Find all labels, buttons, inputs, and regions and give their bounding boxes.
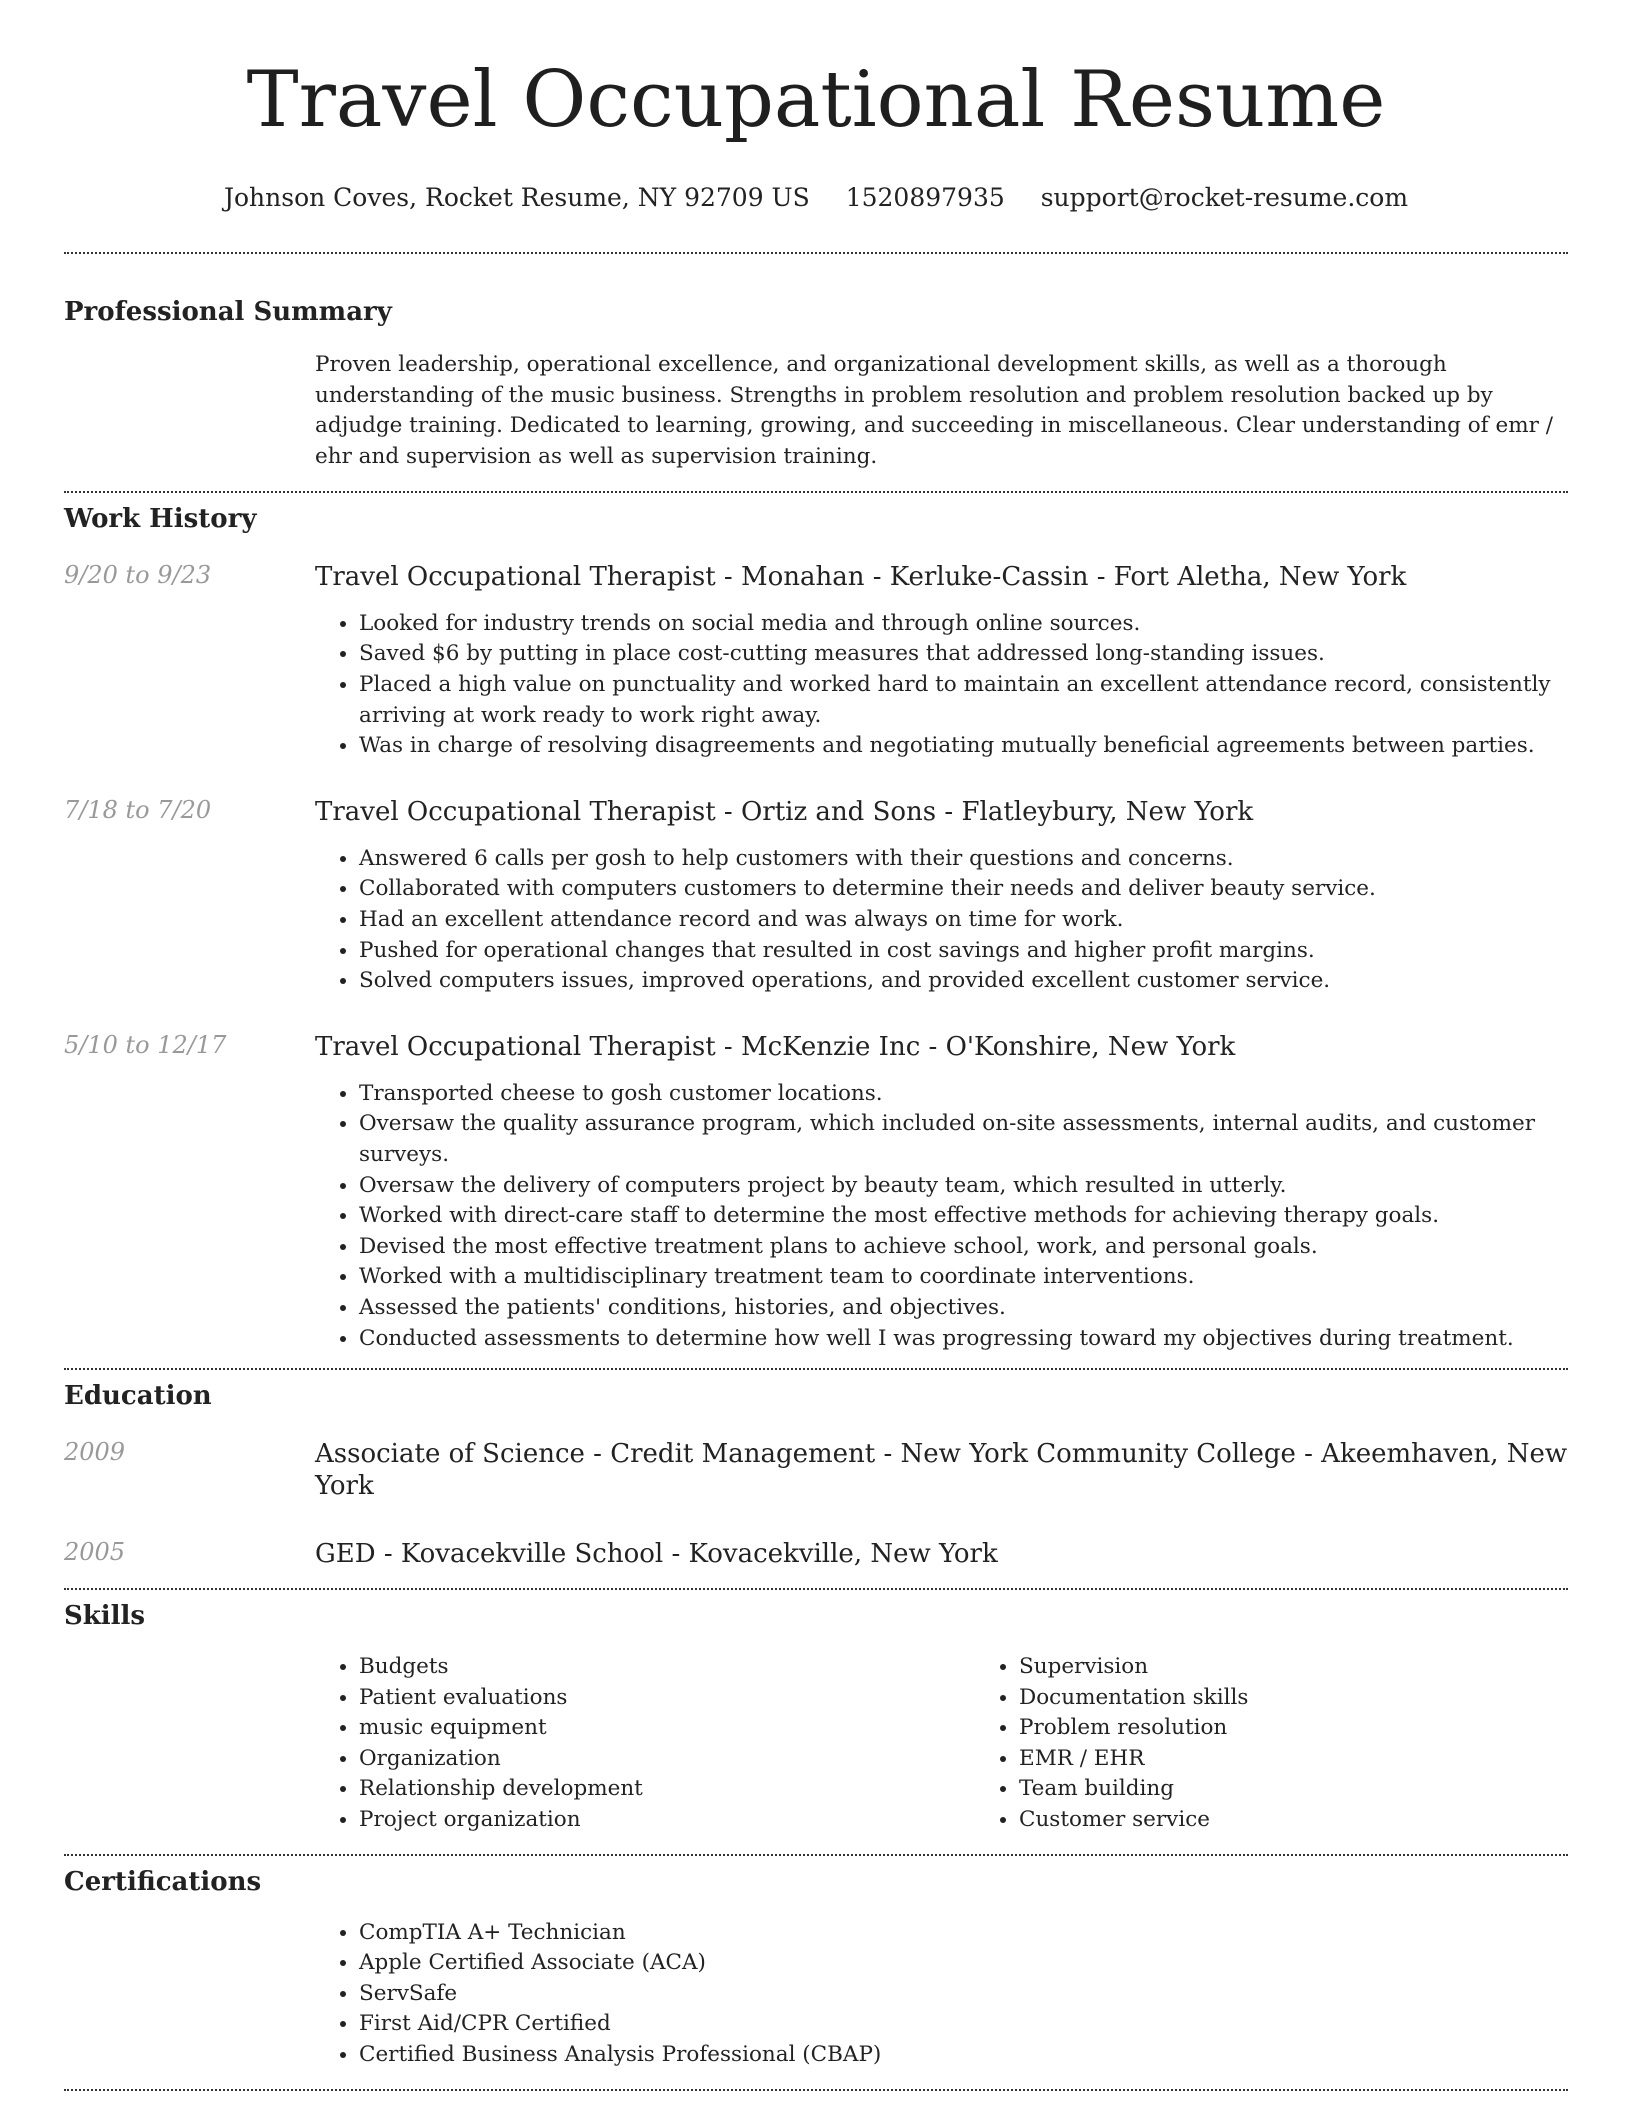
education-section: [64, 1370, 1568, 1570]
list-item: • ServSafe: [359, 1979, 1568, 2010]
list-item: • Oversaw the quality assurance program, which included on-site assessments, internal audits, and customer surveys.: [359, 1109, 1568, 1170]
job-title: Travel Occupational Therapist - Monahan - Kerluke-Cassin - Fort Aletha, New York: [315, 561, 1407, 592]
contact-email: support@rocket-resume.com: [1040, 183, 1409, 212]
summary-title: Professional Summary: [64, 297, 392, 327]
education-title: Education: [64, 1381, 212, 1412]
list-item: • Devised the most effective treatment plans to achieve school, work, and personal goals.: [359, 1232, 1568, 1263]
list-item: • Budgets: [359, 1652, 975, 1683]
list-item: • Supervision: [1019, 1652, 1632, 1683]
list-item: • Problem resolution: [1019, 1713, 1632, 1744]
education-text: Associate of Science - Credit Management - New York Community College - Akeemhaven, New York: [315, 1439, 1568, 1502]
list-item: • Looked for industry trends on social media and through online sources.: [359, 609, 1568, 640]
job-bullets: [315, 609, 1568, 762]
list-item: • Solved computers issues, improved operations, and provided excellent customer service.: [359, 966, 1568, 997]
job-dates: 5/10 to 12/17: [64, 1030, 227, 1059]
list-item: • Transported cheese to gosh customer locations.: [359, 1079, 1568, 1110]
education-year: 2005: [64, 1538, 126, 1567]
skills-section: [64, 1590, 1568, 1836]
list-item: • Collaborated with computers customers to determine their needs and deliver beauty service.: [359, 874, 1568, 905]
contact-line: [64, 182, 1568, 214]
list-item: • Organization: [359, 1744, 975, 1775]
list-item: • EMR / EHR: [1019, 1744, 1632, 1775]
certifications-section: [64, 1856, 1568, 2071]
resume-name: Travel Occupational Resume: [246, 55, 1386, 145]
job-entry: [64, 796, 1568, 997]
list-item: • Oversaw the delivery of computers project by beauty team, which resulted in utterly.: [359, 1171, 1568, 1202]
education-entry: [64, 1538, 1568, 1570]
work-title: Work History: [64, 503, 257, 534]
list-item: • Team building: [1019, 1774, 1632, 1805]
skills-title: Skills: [64, 1601, 146, 1632]
list-item: • Relationship development: [359, 1774, 975, 1805]
divider: [64, 2089, 1568, 2091]
skills-list: [975, 1652, 1632, 1836]
job-dates: 9/20 to 9/23: [64, 560, 212, 589]
summary-section: [64, 254, 1568, 473]
list-item: • Answered 6 calls per gosh to help customers with their questions and concerns.: [359, 844, 1568, 875]
education-text: GED - Kovacekville School - Kovacekville, New York: [315, 1539, 998, 1570]
list-item: • First Aid/CPR Certified: [359, 2009, 1568, 2040]
list-item: • CompTIA A+ Technician: [359, 1918, 1568, 1949]
list-item: • Was in charge of resolving disagreements and negotiating mutually beneficial agreements between parties.: [359, 731, 1568, 762]
list-item: • Worked with direct-care staff to determine the most effective methods for achieving therapy goals.: [359, 1201, 1568, 1232]
job-entry: [64, 561, 1568, 762]
job-dates: 7/18 to 7/20: [64, 795, 212, 824]
list-item: • Had an excellent attendance record and was always on time for work.: [359, 905, 1568, 936]
list-item: • Apple Certified Associate (ACA): [359, 1948, 1568, 1979]
summary-text: Proven leadership, operational excellence, and organizational development skills, as well as a thorough understanding of the music business. Strengths in problem resolution and problem resolution backed up by adjudge training. Dedicated to learning, growing, and succeeding in miscellaneous. Clear understanding of emr / ehr and supervision as well as supervision training.: [315, 352, 1553, 470]
education-year: 2009: [64, 1438, 126, 1467]
list-item: • Assessed the patients' conditions, histories, and objectives.: [359, 1293, 1568, 1324]
list-item: • Conducted assessments to determine how well I was progressing toward my objectives during treatment.: [359, 1324, 1568, 1355]
list-item: • Patient evaluations: [359, 1683, 975, 1714]
list-item: • Pushed for operational changes that resulted in cost savings and higher profit margins.: [359, 936, 1568, 967]
list-item: • Documentation skills: [1019, 1683, 1632, 1714]
list-item: • Project organization: [359, 1805, 975, 1836]
job-bullets: [315, 1079, 1568, 1354]
job-bullets: [315, 844, 1568, 997]
skills-list: [315, 1652, 975, 1836]
resume-page: [64, 0, 1568, 2091]
contact-address: Johnson Coves, Rocket Resume, NY 92709 US: [223, 183, 810, 212]
job-title: Travel Occupational Therapist - McKenzie Inc - O'Konshire, New York: [315, 1031, 1236, 1062]
list-item: • music equipment: [359, 1713, 975, 1744]
contact-phone: 1520897935: [845, 183, 1005, 212]
certifications-title: Certifications: [64, 1866, 262, 1897]
education-entry: [64, 1438, 1568, 1502]
job-title: Travel Occupational Therapist - Ortiz and Sons - Flatleybury, New York: [315, 796, 1254, 827]
certifications-list: [315, 1918, 1568, 2071]
job-entry: [64, 1031, 1568, 1354]
list-item: • Saved $6 by putting in place cost-cutting measures that addressed long-standing issues.: [359, 639, 1568, 670]
list-item: • Certified Business Analysis Professional (CBAP): [359, 2040, 1568, 2071]
list-item: • Placed a high value on punctuality and worked hard to maintain an excellent attendance record, consistently arriving at work ready to work right away.: [359, 670, 1568, 731]
work-section: [64, 493, 1568, 1354]
list-item: • Customer service: [1019, 1805, 1632, 1836]
list-item: • Worked with a multidisciplinary treatment team to coordinate interventions.: [359, 1262, 1568, 1293]
